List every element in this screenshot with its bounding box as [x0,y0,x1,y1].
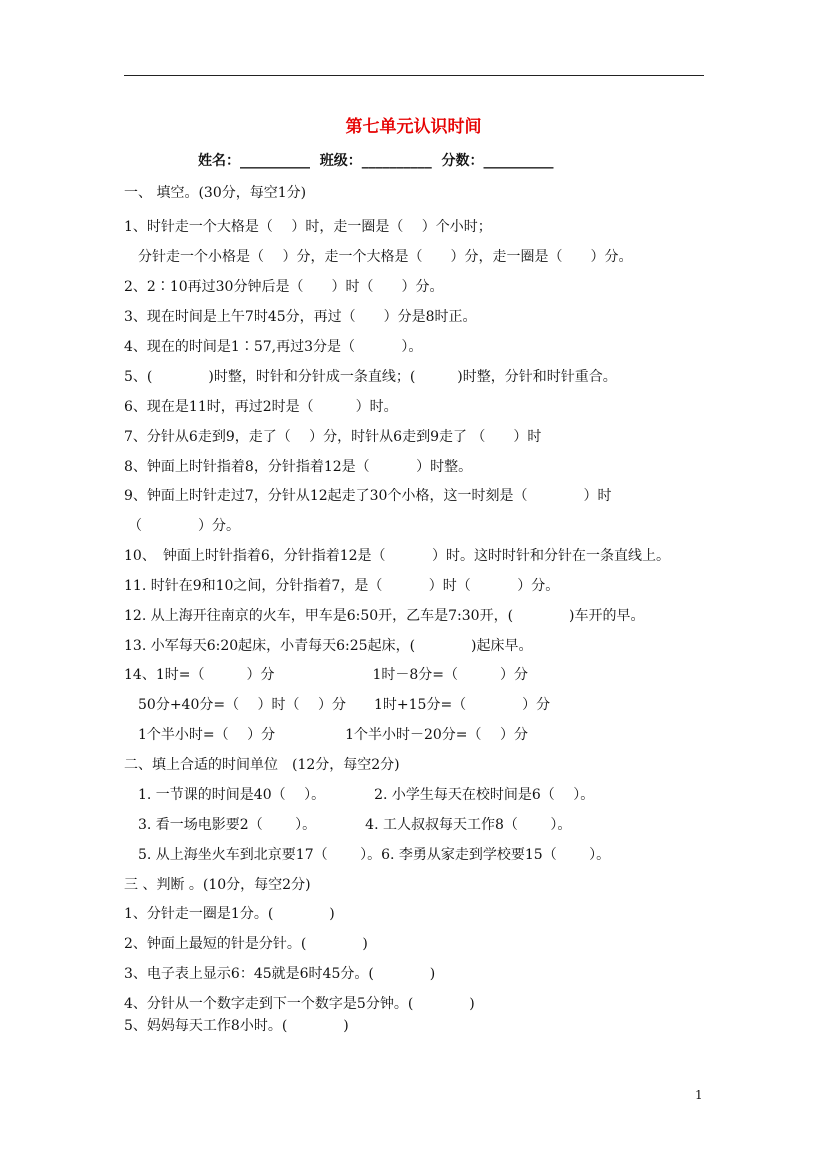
question-line: 4、分针从一个数字走到下一个数字是5分钟。( ) [124,996,475,1012]
question-line: 2、钟面上最短的针是分针。( ) [124,936,368,952]
question-line: 11. 时针在9和10之间，分针指着7，是（ ）时（ ）分。 [124,578,560,594]
question-line: 1个半小时=（ ）分 1个半小时－20分=（ ）分 [124,727,528,743]
question-line: 3、现在时间是上午7时45分，再过（ ）分是8时正。 [124,309,477,325]
question-line: 3. 看一场电影要2（ ）。 4. 工人叔叔每天工作8（ ）。 [124,817,572,833]
question-line: 5、( )时整，时针和分针成一条直线；( )时整，分针和时针重合。 [124,369,617,385]
student-info-line: 姓名：__________ 班级：__________ 分数：__________ [198,153,554,169]
question-line: 4、现在的时间是1∶57,再过3分是（ ）。 [124,339,423,355]
question-line: 10、 钟面上时针指着6，分针指着12是（ ）时。这时时针和分针在一条直线上。 [124,548,670,564]
question-line: 14、1时=（ ）分 1时－8分=（ ）分 [124,667,528,683]
question-line: 13. 小军每天6:20起床，小青每天6:25起床，( )起床早。 [124,638,533,654]
question-line: 5. 从上海坐火车到北京要17（ ）。6. 李勇从家走到学校要15（ ）。 [124,847,611,863]
page-title: 第七单元认识时间 [345,117,482,137]
question-line: 9、钟面上时针走过7，分针从12起走了30个小格，这一时刻是（ ）时 [124,488,612,504]
section-2-heading: 二、填上合适的时间单位 (12分，每空2分) [124,757,400,773]
header-rule [124,75,704,76]
question-line: 6、现在是11时，再过2时是（ ）时。 [124,399,398,415]
question-line: 12. 从上海开往南京的火车，甲车是6:50开，乙车是7:30开，( )车开的早。 [124,608,645,624]
question-line: 3、电子表上显示6：45就是6时45分。( ) [124,966,436,982]
question-line: 1、时针走一个大格是（ ）时，走一圈是（ ）个小时； [124,219,492,235]
question-line: 8、钟面上时针指着8，分针指着12是（ ）时整。 [124,459,473,475]
section-1-heading: 一、 填空。(30分，每空1分) [124,185,307,201]
question-line: 分针走一个小格是（ ）分，走一个大格是（ ）分，走一圈是（ ）分。 [124,249,633,265]
question-line: （ ）分。 [128,518,240,534]
question-line: 50分+40分=（ ）时（ ）分 1时+15分=（ ）分 [124,697,551,713]
section-3-heading: 三 、判断 。(10分，每空2分) [124,877,311,893]
page-number: 1 [695,1088,703,1102]
question-line: 1. 一节课的时间是40（ ）。 2. 小学生每天在校时间是6（ ）。 [124,787,595,803]
question-line: 1、分针走一圈是1分。( ) [124,906,335,922]
question-line: 7、分针从6走到9，走了（ ）分，时针从6走到9走了 （ ）时 [124,429,542,445]
question-line: 5、妈妈每天工作8小时。( ) [124,1018,349,1034]
question-line: 2、2∶10再过30分钟后是（ ）时（ ）分。 [124,279,444,295]
